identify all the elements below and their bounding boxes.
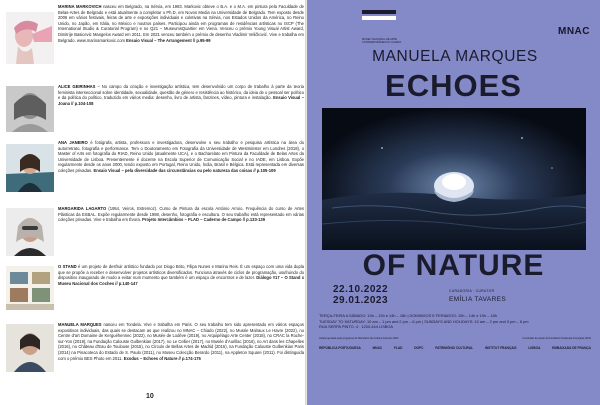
bio-reference: Diálogo #17 – O Stand x Museu Nacional dos Coches // p.140-147 [58, 275, 305, 286]
bio-body: é um projeto de desfruir artístico fundado por Diogo Brito, Filipa Nunes e Marina Reis. É um espaço com uma vida dupla que se propõe a receber e desenvolver projetos artísticos diversificados. Funciona através de ciclos de programação, usufruindo do dispositivo inaugurado de modo a evitar num momento que também é um espaço de encontros e de lazer. [58, 264, 305, 281]
sponsor-logo: PATRIMÓNIO CULTURAL [435, 346, 474, 350]
sponsor-logos [319, 346, 591, 350]
bio-text [58, 264, 304, 286]
portrait-geirinhas [6, 86, 54, 132]
museum-small-name: MUSEU NACIONAL DE ARTE CONTEMPORÂNEA DO CHIADO [362, 38, 402, 45]
bio-name: O STAND [58, 264, 77, 269]
exhibition-dates [333, 284, 388, 306]
bio-body: nasceu em Belgrado, na Sérvia, em 1983. Markovic obteve o B.A. e o M.A. em pintura pela Faculdade de Belas-Artes de Belgrado e está atualmente a completar o Ph.D. em Novos Media na Universidade de Belgrado. Tem exposto desde 2006 em vários festivais, feiras de arte e exposições individuais e coletivas na Sérvia, nos Estados Unidos da América, no Reino Unido, no Japão, em Itália, no México e noutros países. Participou ainda em programas de residências artísticas no ISCP (The International Studio & Curatorial Program) e no Q21 – MuseumsQuartier em Viena. Venceu o prémio Young Visual Artist Award, Dimitrije Basicevic Mangelos Award em 2011. Em 2021 venceu também o prémio de desenho Vladimir Veličković. Vive e trabalha em Belgrado. [58, 4, 304, 43]
museum-mark-icon [362, 10, 396, 32]
bio-body: (1954, Veiros, Estremoz). Curso de Pintura da escola António Arroio. Frequência do curso de Artes Plásticas da ESBAL. Expõe regularmente desde 1988, desenho, fotografia e escultura. O seu trabalho está representado em várias coleções privadas. Vive e trabalha em Évora. [58, 206, 305, 223]
address: RUA SERPA PINTO, 4 · 1200-444 LISBOA [319, 324, 394, 329]
bio-reference: Exodus – Echoes of Nature // p.174-175 [123, 355, 201, 361]
exhibition-photo [322, 108, 586, 250]
bio-text [58, 84, 304, 106]
sponsor-logo: LISBOA [528, 346, 541, 350]
portrait-marques [6, 324, 54, 372]
curator-label: CURADORIA · CURATOR [449, 289, 495, 293]
bio-reference: Ensaio Visual – Joana // p.104-108 [58, 95, 304, 106]
bio-reference: Ensaio Visual – pela diversidade das circunstâncias ou pelo natureza das coisas // p.105-109 [93, 167, 276, 173]
poster-credits [319, 337, 591, 340]
hours-en: TUESDAY TO SATURDAY: 10 am – 1 pm and 2 pm – 6 pm | SUNDAYS AND HOLIDAYS: 10 am – 2 pm and 3 pm – 6 pm [319, 318, 529, 324]
bio-link[interactable]: www.marinamarkovic.com [76, 37, 125, 43]
portrait-janeiro [6, 144, 54, 192]
date-end: 29.01.2023 [333, 295, 389, 306]
artist-name: MANUELA MARQUES [372, 48, 538, 65]
bio-name: ANA JANEIRO [58, 140, 88, 145]
bio-text [58, 140, 304, 174]
bio-text [58, 206, 304, 223]
opening-hours [319, 313, 591, 330]
sponsor-logo: MNAC [372, 346, 383, 350]
sponsor-logo: INSTITUT FRANÇAIS [484, 346, 517, 350]
bio-name: MARINA MARKOVICH [58, 4, 102, 9]
sponsor-logo: DGPC [414, 346, 424, 350]
bio-text [58, 4, 304, 43]
exhibition-poster [307, 0, 600, 405]
hours-pt: TERÇA-FEIRA A SÁBADO: 10h – 13h e 14h – 18h | DOMINGOS E FERIADOS: 10h – 14h e 15h – 18h [319, 313, 497, 318]
bio-name: MANUELA MARQUES [58, 322, 102, 327]
bio-name: ALICE GEIRINHAS [58, 84, 96, 89]
bio-body: – No campo da criação e investigação artística, tem desenvolvido um corpo de trabalho à parte da teoria feminista interseccional sobre identidade, sexualidade, questão de género e resistência ao histórico, da ideia de o pessoal ser político e da política do político, traduzido em vários media: desenho, livro de artista, fanzines, vídeo, pintura e instalação. [58, 84, 304, 101]
date-start: 22.10.2022 [333, 284, 389, 295]
page-number: 10 [146, 393, 154, 400]
bio-body: é fotógrafa, artista, professora e investigadora, desenvolve o seu trabalho e pesquisa artística na área do autorretrato, fotografia e performance. Tem o Doutoramento em Fotografia da Universidade de Westminster em Londres (2018), o Master of Arts em fotografia do RIAD, Reino Unido (atualmente UCA), e o Bacharelato em Pintura da Faculdade de Belas Artes da Universidade de Lisboa. Presentemente é docente na Escola Superior de Comunicação Social e no IADE, em Lisboa. Expõe regularmente desde os anos 2000, tendo exposto em Portugal, Reino Unido, Índia, Brasil e Bélgica. Está representada em diversas coleções privadas. [58, 140, 305, 173]
portrait-markovich [6, 12, 54, 64]
bio-name: MARGARIDA LAGARTO [58, 206, 107, 211]
bio-reference: Projeto Intercâmbios – FLAD – Caderno de Campo // p.133-139 [142, 217, 266, 223]
portrait-lagarto [6, 208, 54, 256]
sponsor-logo: REPÚBLICA PORTUGUESA [319, 346, 361, 350]
title-echoes: ECHOES [385, 68, 522, 103]
bio-text [58, 322, 304, 361]
museum-name: MNAC [558, 26, 590, 37]
bio-reference: Ensaio Visual – The Arrangement // p.95-99 [126, 37, 211, 43]
curator-name: EMÍLIA TAVARES [449, 296, 507, 303]
museum-logo [362, 10, 410, 44]
title-nature: OF NATURE [362, 249, 545, 282]
sponsor-logo: FLAD [393, 346, 403, 350]
credit-right: Comissão de Apoio da Fondation Nationale Française 2022 [522, 337, 591, 340]
credit-left: Artista apoiada pelo programa do Ministério da Cultura Francês 2022 [319, 337, 399, 340]
photo-ostand [6, 266, 54, 310]
bio-body: nasceu em Tondela. Vive e trabalha em Paris. O seu trabalho tem sido apresentado em vários espaços expositivos individuais, das quais se destacam as que realizou no MNAC – Chiado (2022), no Musée Malraux Le Havre (2022), no Centre d'art Domaine de Kerguéhennec (2022), no Musée de Lodève (2019), no Arquipélago Arte Center (2018), no CRAC la Roche-sur-Yon (2019), na Fundação Calouste Gulbenkian (2017), no Le Cellier (2017), no Musée d'Aurillac (2016), no Art dans les Chapelles (2016), no Château d'Eau de Toulouse (2015), no Círculo de Bellas Artes de Madrid (2015), na Fundação Calouste Gulbenkian Paris (2014) na Pinacoteca do Estado de S. Paulo (2011), no Museu Colecção Berardo (2011), na Appleton Square (2011). Foi distinguida com o prémio BES Photo em 2011. [58, 322, 304, 361]
sponsor-logo: EMBAIXADA DE FRANÇA [552, 346, 591, 350]
